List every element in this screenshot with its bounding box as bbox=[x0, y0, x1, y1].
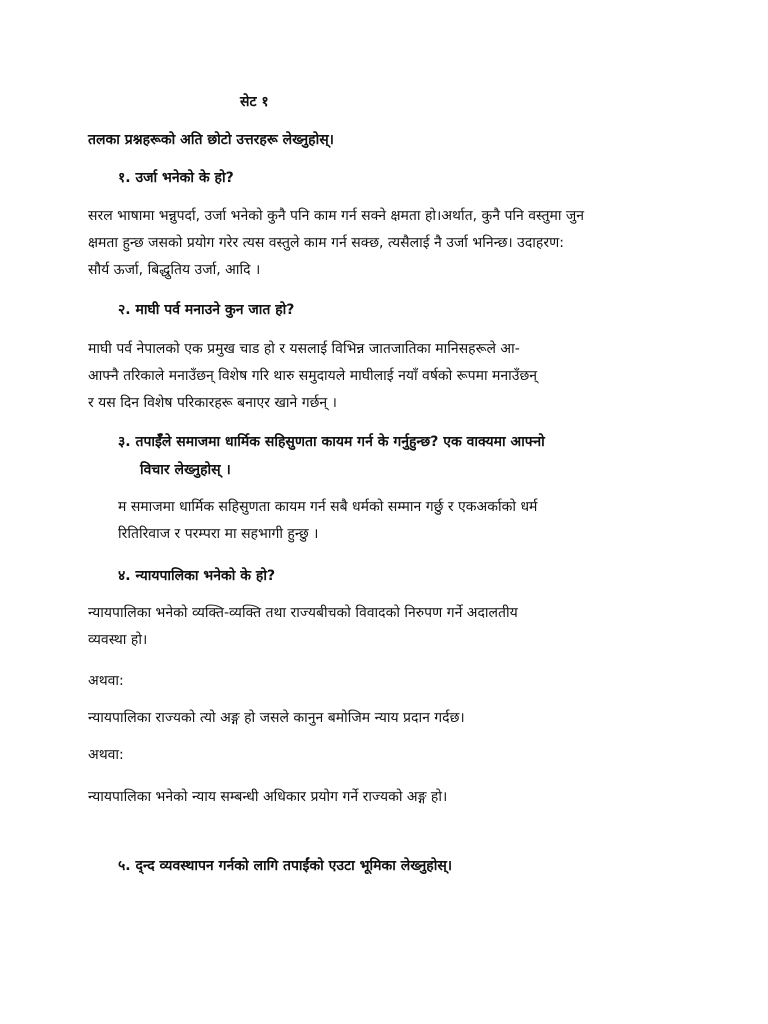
answer-2-line: माघी पर्व नेपालको एक प्रमुख चाड हो र यसलाई विभिन्न जातजातिका मानिसहरूले आ- bbox=[88, 341, 520, 357]
answer-4-line: न्यायपालिका भनेको व्यक्ति-व्यक्ति तथा राज्यबीचको विवादको निरुपण गर्ने अदालतीय bbox=[88, 605, 518, 621]
question-5: ५. द्न्द व्यवस्थापन गर्नको लागि तपाईंको एउटा भूमिका लेख्नुहोस्। bbox=[118, 858, 453, 874]
question-3: ३. तपाईँले समाजमा धार्मिक सहिसुणता कायम गर्न के गर्नुहुन्छ? एक वाक्यमा आफ्नो bbox=[118, 434, 545, 450]
answer-3-line: रितिरिवाज र परम्परा मा सहभागी हुन्छु । bbox=[118, 526, 319, 542]
answer-4-alternative: न्यायपालिका भनेको न्याय सम्बन्धी अधिकार प्रयोग गर्ने राज्यको अङ्ग हो। bbox=[88, 789, 448, 805]
instruction-heading: तलका प्रश्नहरूको अति छोटो उत्तरहरू लेख्नुहोस्। bbox=[88, 132, 334, 148]
answer-2 bbox=[88, 336, 537, 417]
question-3-continued: विचार लेख्नुहोस् । bbox=[140, 462, 231, 478]
answer-1-line: सौर्य ऊर्जा, बिद्धुतिय उर्जा, आदि । bbox=[88, 262, 261, 278]
answer-2-line: आफ्नै तरिकाले मनाउँछन् विशेष गरि थारु समुदायले माघीलाई नयाँ वर्षको रूपमा मनाउँछन् bbox=[88, 368, 538, 384]
answer-4 bbox=[88, 600, 518, 654]
answer-4-alternative: न्यायपालिका राज्यको त्यो अङ्ग हो जसले कानुन बमोजिम न्याय प्रदान गर्दछ। bbox=[88, 710, 465, 726]
question-2: २. माघी पर्व मनाउने कुन जात हो? bbox=[118, 302, 295, 318]
answer-1-line: सरल भाषामा भन्नुपर्दा, उर्जा भनेको कुनै पनि काम गर्न सक्ने क्षमता हो।अर्थात, कुनै पनि वस्तुमा जुन bbox=[88, 208, 585, 224]
answer-1-line: क्षमता हुन्छ जसको प्रयोग गरेर त्यस वस्तुले काम गर्न सक्छ, त्यसैलाई नै उर्जा भनिन्छ। उदाहरण: bbox=[88, 235, 564, 251]
answer-2-line: र यस दिन विशेष परिकारहरू बनाएर खाने गर्छन् । bbox=[88, 395, 337, 411]
or-label: अथवा: bbox=[88, 747, 124, 763]
set-title: सेट १ bbox=[240, 94, 269, 110]
answer-3-line: म समाजमा धार्मिक सहिसुणता कायम गर्न सबै धर्मको सम्मान गर्छु र एकअर्काको धर्म bbox=[118, 499, 538, 515]
or-label: अथवा: bbox=[88, 673, 124, 689]
answer-3 bbox=[118, 494, 537, 548]
answer-4-line: व्यवस्था हो। bbox=[88, 632, 148, 648]
question-4: ४. न्यायपालिका भनेको के हो? bbox=[118, 568, 276, 584]
question-1: १. उर्जा भनेको के हो? bbox=[118, 170, 234, 186]
answer-1 bbox=[88, 203, 584, 284]
